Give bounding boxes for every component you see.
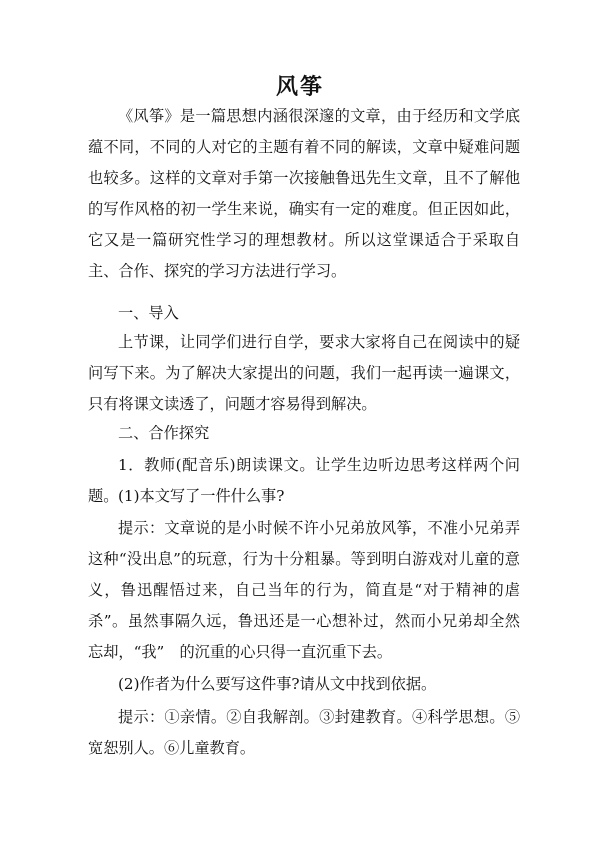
question-2 bbox=[88, 669, 520, 700]
hint-1-text: 提示：文章说的是小时候不许小兄弟放风筝，不准小兄弟弄这种“没出息”的玩意，行为十分粗暴。等到明白游戏对儿童的意义，鲁迅醒悟过来，自己当年的行为，简直是“对于精神的虐杀”。虽然事隔久远，鲁迅还是一心想补过，然而小兄弟却全然忘却，“我” 的沉重的心只得一直沉重下去。 bbox=[88, 519, 520, 661]
section-heading-cooperative-inquiry bbox=[88, 418, 520, 449]
question-1 bbox=[88, 481, 520, 512]
section2-heading-text: 二、合作探究 bbox=[118, 424, 210, 442]
step-1-text: 1．教师(配音乐)朗读课文。让学生边听边思考这样两个问题。 bbox=[88, 456, 520, 505]
section-heading-intro bbox=[88, 298, 520, 329]
hint-2-paragraph bbox=[88, 702, 520, 764]
hint-2-text: 提示：①亲情。②自我解剖。③封建教育。④科学思想。⑤宽恕别人。⑥儿童教育。 bbox=[88, 708, 520, 757]
intro-text: 《风筝》是一篇思想内涵很深邃的文章，由于经历和文学底蕴不同，不同的人对它的主题有着不同的解读，文章中疑难问题也较多。这样的文章对手第一次接触鲁迅先生文章，且不了解他的写作风格的初一学生来说，确实有一定的难度。但正因如此，它又是一篇研究性学习的理想教材。所以这堂课适合于采取自主、合作、探究的学习方法进行学习。 bbox=[88, 107, 520, 280]
intro-paragraph bbox=[88, 101, 520, 287]
document-title: 风筝 bbox=[275, 75, 324, 100]
section1-paragraph bbox=[88, 327, 520, 420]
question-1-text: (1)本文写了一件什么事? bbox=[118, 487, 285, 505]
section1-heading-text: 一、导入 bbox=[118, 304, 179, 322]
section1-body-text: 上节课，让同学们进行自学，要求大家将自己在阅读中的疑问写下来。为了解决大家提出的问题，我们一起再读一遍课文，只有将课文读透了，问题才容易得到解决。 bbox=[88, 333, 520, 413]
hint-1-paragraph bbox=[88, 513, 520, 668]
question-2-text: (2)作者为什么要写这件事?请从文中找到依据。 bbox=[118, 675, 437, 693]
